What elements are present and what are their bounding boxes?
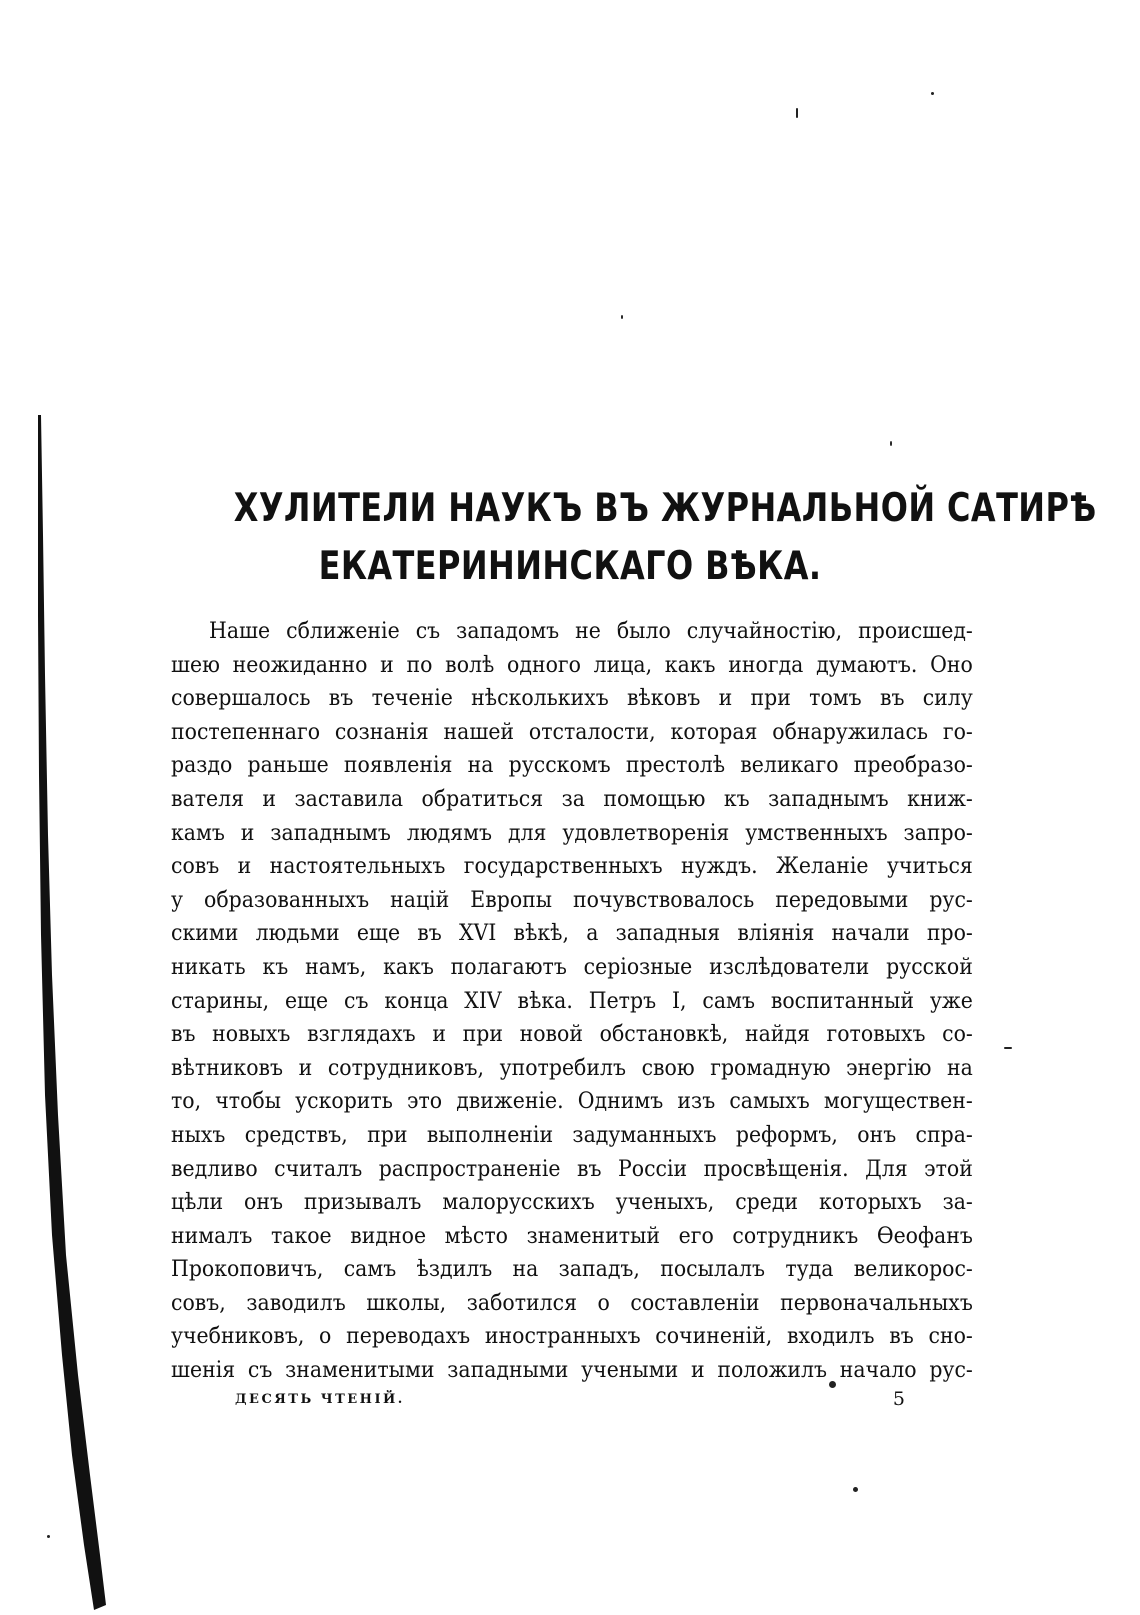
text-line: учебниковъ, о переводахъ иностранныхъ сочиненій, входилъ въ сно-	[171, 1323, 973, 1350]
text-line: у образованныхъ націй Европы почувствовалось передовыми рус-	[171, 886, 973, 913]
text-line: Прокоповичъ, самъ ѣздилъ на западъ, посылалъ туда великорос-	[171, 1256, 973, 1283]
text-line: вателя и заставила обратиться за помощью къ западнымъ книж-	[171, 785, 973, 812]
text-line: постепеннаго сознанія нашей отсталости, которая обнаружилась го-	[171, 718, 973, 745]
body-paragraph	[171, 615, 973, 1388]
scan-speck	[890, 441, 892, 446]
scan-speck	[621, 315, 623, 319]
chapter-title-line-2: ЕКАТЕРИНИНСКАГО ВѢКА.	[318, 544, 822, 589]
text-line: совершалось въ теченіе нѣсколькихъ вѣковъ и при томъ въ силу	[171, 685, 973, 712]
page-footer	[235, 1388, 905, 1416]
scan-speck	[796, 108, 798, 118]
text-line: скими людьми еще въ XVI вѣкѣ, а западныя вліянія начали про-	[171, 920, 973, 947]
scan-speck	[931, 92, 934, 95]
scan-speck	[47, 1535, 50, 1538]
scan-speck	[853, 1487, 858, 1492]
chapter-title	[233, 480, 1097, 596]
text-line: вѣтниковъ и сотрудниковъ, употребилъ свою громадную энергію на	[171, 1054, 973, 1081]
text-line: шенія съ знаменитыми западными учеными и положилъ начало рус-	[171, 1357, 973, 1384]
page-number: 5	[892, 1388, 905, 1410]
text-line: камъ и западнымъ людямъ для удовлетворенія умственныхъ запро-	[171, 819, 973, 846]
text-line: совъ и настоятельныхъ государственныхъ нуждъ. Желаніе учиться	[171, 853, 973, 880]
scan-speck	[1004, 1047, 1012, 1049]
text-line: Наше сближеніе съ западомъ не было случайностію, происшед-	[209, 618, 973, 644]
signature-mark: ДЕСЯТЬ ЧТЕНІЙ.	[235, 1392, 405, 1407]
text-line: старины, еще съ конца XIV вѣка. Петръ I, самъ воспитанный уже	[171, 987, 973, 1014]
text-line: цѣли онъ призывалъ малорусскихъ ученыхъ, среди которыхъ за-	[171, 1189, 973, 1216]
text-line: ведливо считалъ распространеніе въ Россіи просвѣщенія. Для этой	[171, 1155, 973, 1182]
text-line: шею неожиданно и по волѣ одного лица, какъ иногда думаютъ. Оно	[171, 651, 973, 678]
text-line: въ новыхъ взглядахъ и при новой обстановкѣ, найдя готовыхъ со-	[171, 1021, 973, 1048]
chapter-title-line-1: ХУЛИТЕЛИ НАУКЪ ВЪ ЖУРНАЛЬНОЙ САТИРѢ	[233, 486, 1097, 531]
text-line: то, чтобы ускорить это движеніе. Однимъ изъ самыхъ могуществен-	[171, 1088, 973, 1115]
text-line: никать къ намъ, какъ полагаютъ серіозные изслѣдователи русской	[171, 953, 973, 980]
text-line: нималъ такое видное мѣсто знаменитый его сотрудникъ Ѳеофанъ	[171, 1222, 973, 1249]
text-line: раздо раньше появленія на русскомъ престолѣ великаго преобразо-	[171, 752, 973, 779]
text-line: ныхъ средствъ, при выполненіи задуманныхъ реформъ, онъ спра-	[171, 1121, 973, 1148]
text-line: совъ, заводилъ школы, заботился о составленіи первоначальныхъ	[171, 1289, 973, 1316]
